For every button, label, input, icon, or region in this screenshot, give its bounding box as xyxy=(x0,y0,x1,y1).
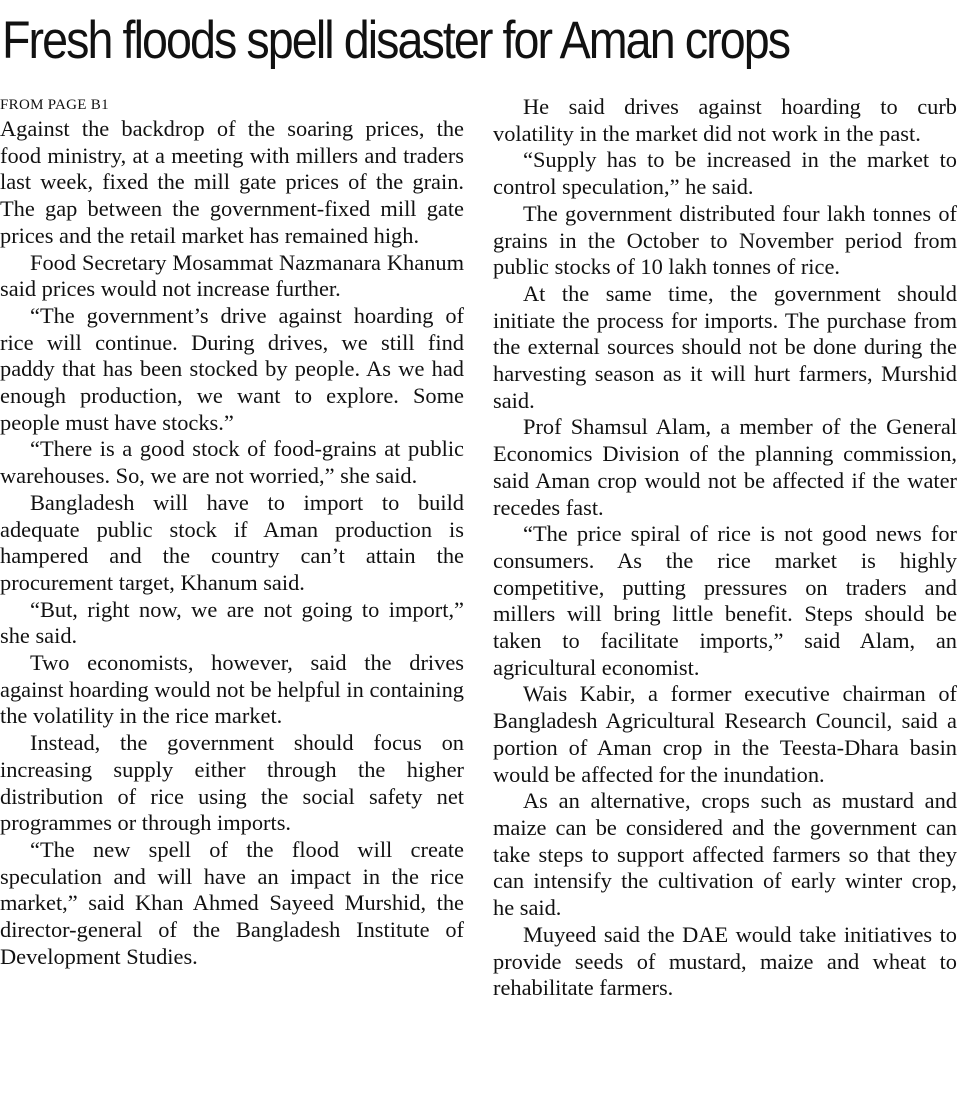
paragraph: Wais Kabir, a former executive chairman of Bangladesh Agricultural Research Council, said a portion of Aman crop in the Teesta-Dhara basin would be affected for the inundation. xyxy=(493,681,957,787)
paragraph: Bangladesh will have to import to build adequate public stock if Aman production is hampered and the country can’t attain the procurement target, Khanum said. xyxy=(0,489,464,595)
paragraph: “Supply has to be increased in the market to control speculation,” he said. xyxy=(493,147,957,200)
paragraph: Muyeed said the DAE would take initiatives to provide seeds of mustard, maize and wheat to rehabilitate farmers. xyxy=(493,921,957,1001)
paragraph: “But, right now, we are not going to import,” she said. xyxy=(0,596,464,649)
paragraph: “The new spell of the flood will create speculation and will have an impact in the rice market,” said Khan Ahmed Sayeed Murshid, the director-general of the Bangladesh Institute of Development Studies. xyxy=(0,836,464,969)
right-column xyxy=(493,94,957,1002)
paragraph: Two economists, however, said the drives against hoarding would not be helpful in containing the volatility in the rice market. xyxy=(0,650,464,729)
paragraph: He said drives against hoarding to curb volatility in the market did not work in the past. xyxy=(493,94,957,146)
headline: Fresh floods spell disaster for Aman crops xyxy=(2,11,790,70)
paragraph: Against the backdrop of the soaring prices, the food ministry, at a meeting with millers and traders last week, fixed the mill gate prices of the grain. The gap between the government-fixed mill gate prices and the retail market has remained high. xyxy=(0,116,464,248)
paragraph: As an alternative, crops such as mustard and maize can be considered and the government can take steps to support affected farmers so that they can intensify the cultivation of early winter crop, he said. xyxy=(493,788,957,921)
left-column xyxy=(0,94,464,971)
paragraph: Prof Shamsul Alam, a member of the General Economics Division of the planning commission, said Aman crop would not be affected if the water recedes fast. xyxy=(493,414,957,520)
paragraph: The government distributed four lakh tonnes of grains in the October to November period from public stocks of 10 lakh tonnes of rice. xyxy=(493,200,957,280)
paragraph: Instead, the government should focus on increasing supply either through the higher distribution of rice using the social safety net programmes or through imports. xyxy=(0,730,464,836)
paragraph: “There is a good stock of food-grains at public warehouses. So, we are not worried,” she said. xyxy=(0,436,464,489)
paragraph: “The government’s drive against hoarding of rice will continue. During drives, we still find paddy that has been stocked by people. As we had enough production, we want to explore. Some people must have stocks.” xyxy=(0,302,464,435)
paragraph: Food Secretary Mosammat Nazmanara Khanum said prices would not increase further. xyxy=(0,249,464,302)
paragraph: At the same time, the government should initiate the process for imports. The purchase from the external sources should not be done during the harvesting season as it will hurt farmers, Murshid said. xyxy=(493,280,957,413)
paragraph: “The price spiral of rice is not good news for consumers. As the rice market is highly competitive, putting pressures on traders and millers will bring little benefit. Steps should be taken to facilitate imports,” said Alam, an agricultural economist. xyxy=(493,521,957,680)
jump-label: FROM PAGE B1 xyxy=(0,97,109,113)
